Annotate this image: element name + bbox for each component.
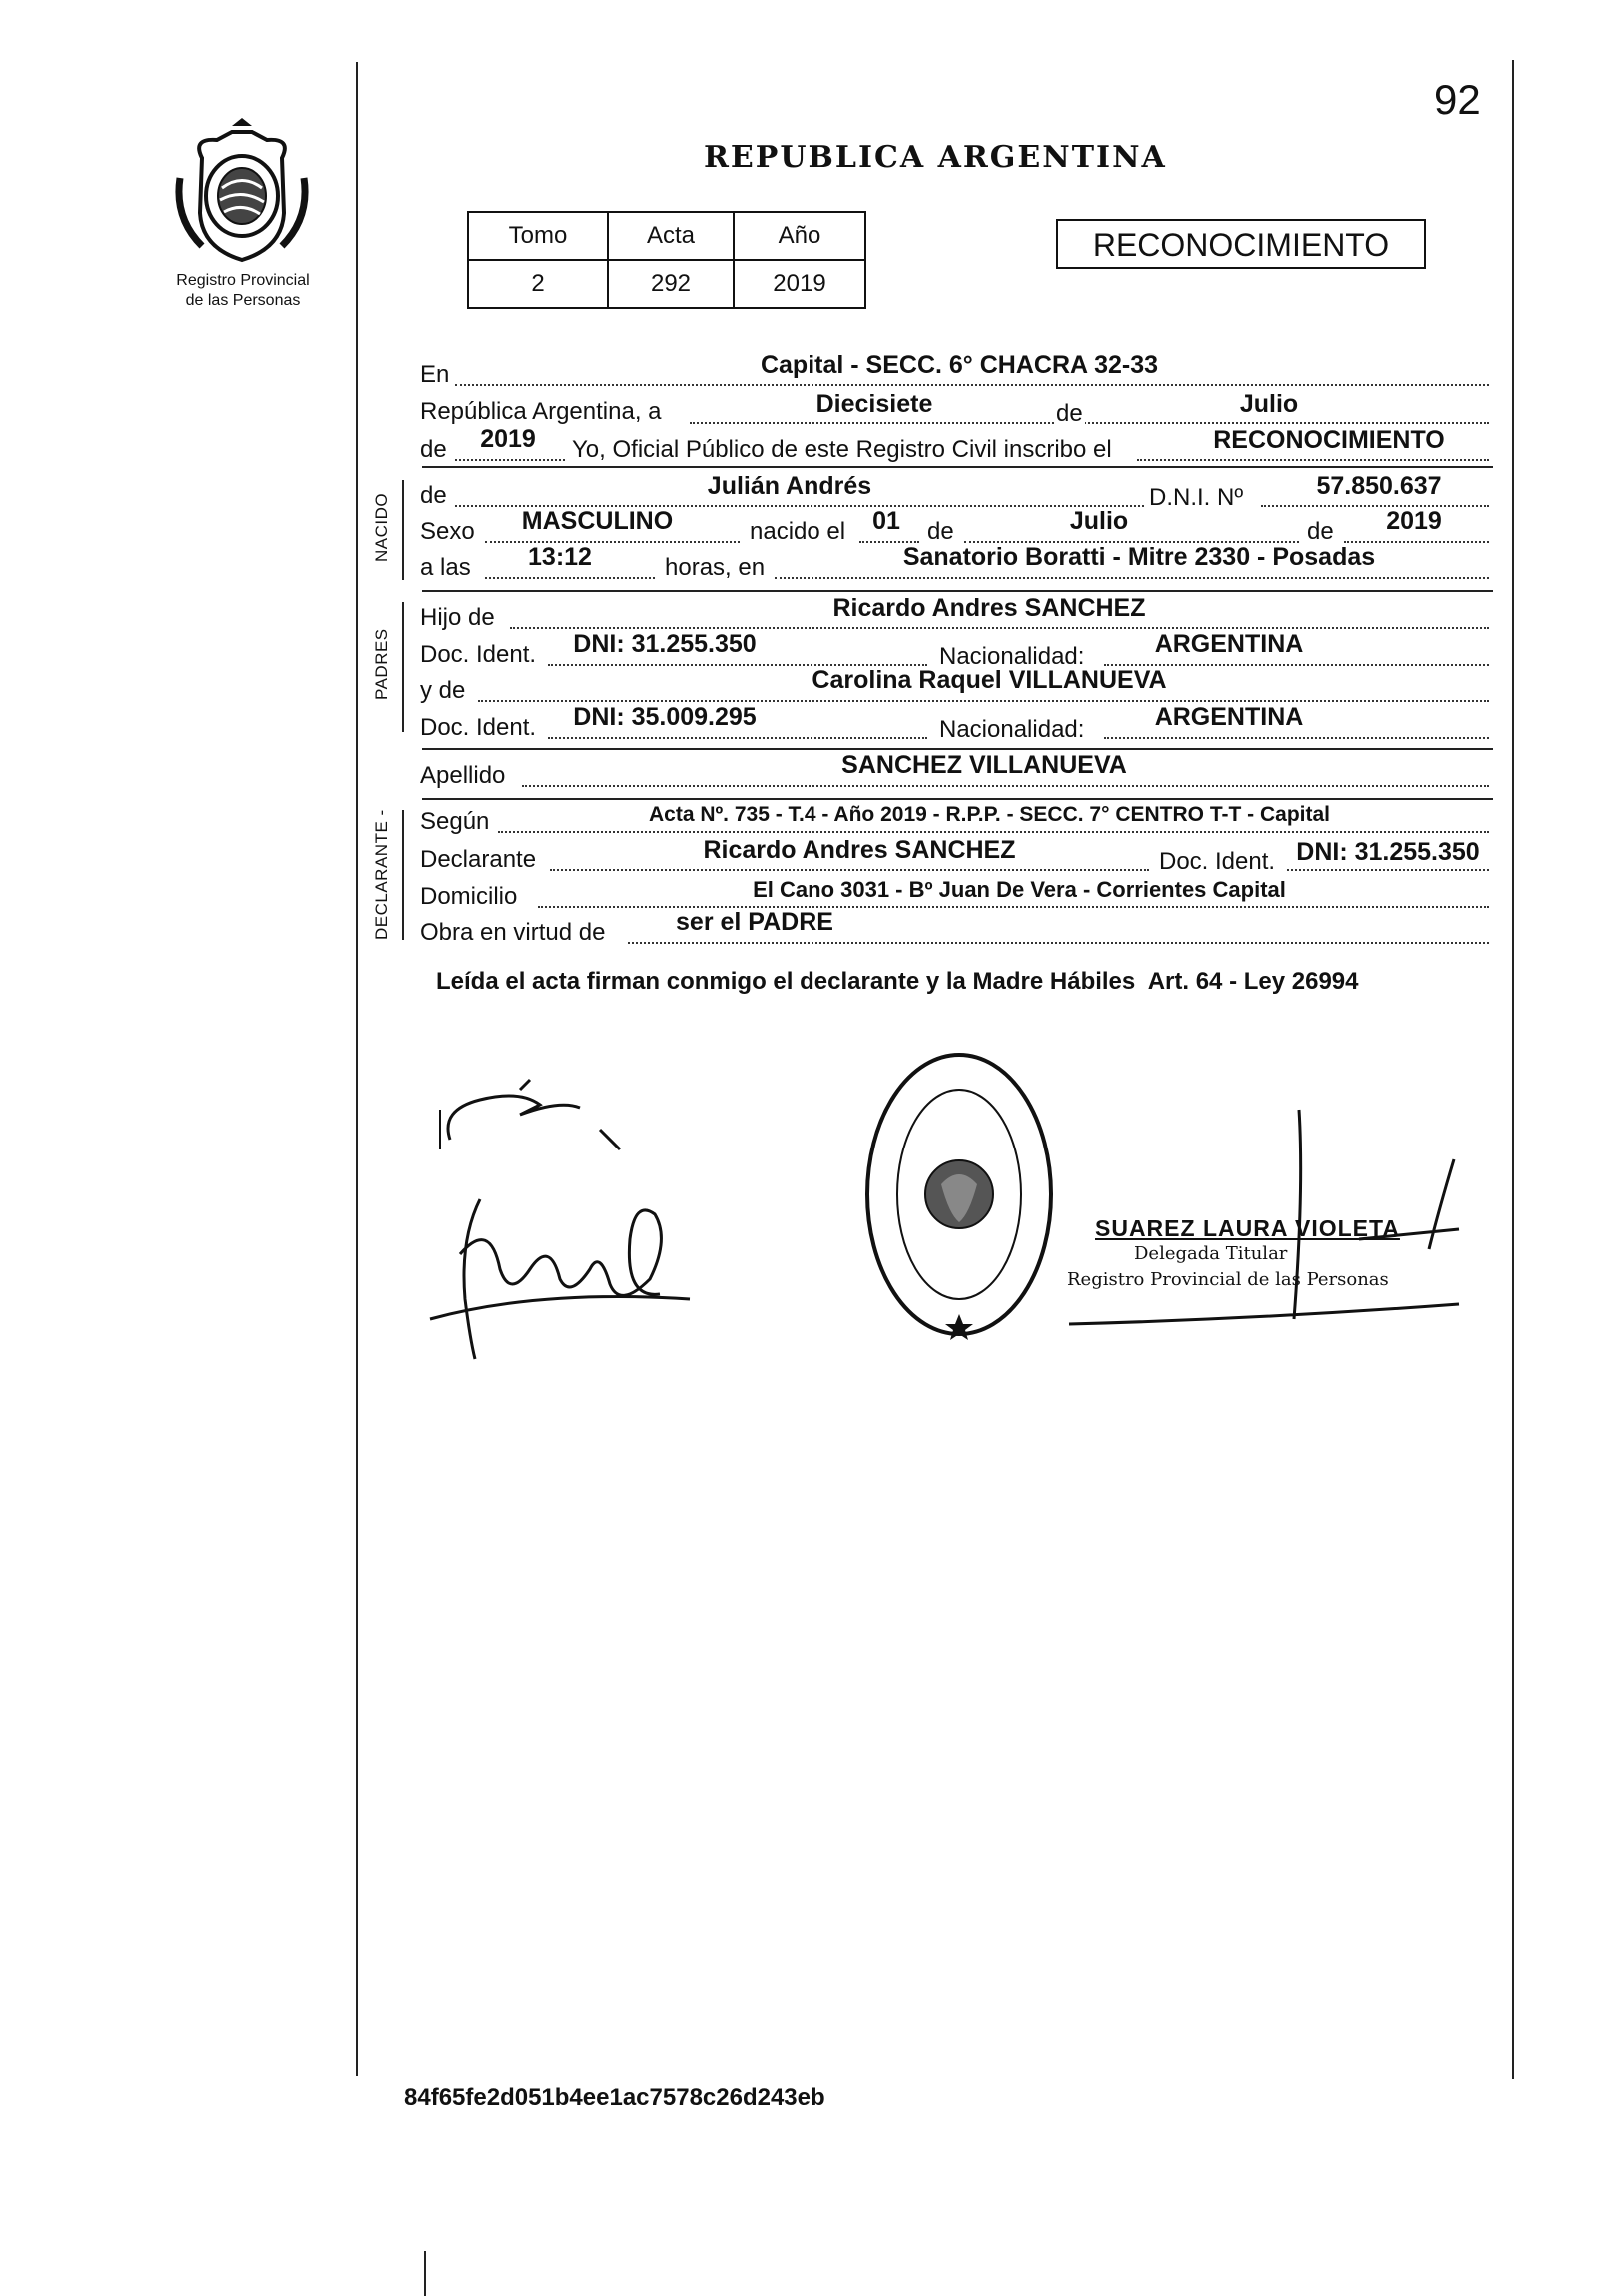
value-nac-anio: 2019 xyxy=(1386,507,1442,535)
label-de-nac-mes: de xyxy=(927,518,954,545)
label-obra: Obra en virtud de xyxy=(420,919,606,946)
value-madre-nac: ARGENTINA xyxy=(1154,703,1304,731)
value-sexo: MASCULINO xyxy=(521,507,674,535)
closing-statement: Leída el acta firman conmigo el declarante y la Madre Hábiles Art. 64 - Ley 26994 xyxy=(436,968,1359,995)
dots-row13b xyxy=(1287,869,1489,871)
label-sexo: Sexo xyxy=(420,518,475,545)
value-lugar: Capital - SECC. 6° CHACRA 32-33 xyxy=(760,351,1159,379)
label-yo-oficial: Yo, Oficial Público de este Registro Civil inscribo el xyxy=(572,436,1112,463)
side-label-nacido: NACIDO xyxy=(372,492,391,562)
value-nac-mes: Julio xyxy=(1069,507,1129,535)
country-title: REPUBLICA ARGENTINA xyxy=(704,140,1167,175)
value-domicilio: El Cano 3031 - Bº Juan De Vera - Corrientes Capital xyxy=(753,877,1286,902)
right-margin-line xyxy=(1512,60,1514,2079)
header-acta: Acta xyxy=(608,212,734,260)
label-nac-madre: Nacionalidad: xyxy=(939,716,1085,743)
dots-row10b xyxy=(1104,737,1489,739)
act-type-label: RECONOCIMIENTO xyxy=(1092,227,1390,263)
padres-bracket xyxy=(402,602,404,732)
logo-caption-line2: de las Personas xyxy=(185,292,301,309)
label-hijo-de: Hijo de xyxy=(420,604,495,631)
label-doc-declarante: Doc. Ident. xyxy=(1159,848,1276,875)
value-mes: Julio xyxy=(1239,390,1299,418)
dots-row6b xyxy=(775,577,1489,579)
label-y-de: y de xyxy=(420,677,466,704)
divider-3 xyxy=(422,748,1493,750)
value-padre: Ricardo Andres SANCHEZ xyxy=(832,594,1146,622)
value-nombre: Julián Andrés xyxy=(707,472,872,500)
value-padre-nac: ARGENTINA xyxy=(1154,630,1304,658)
official-title: Delegada Titular xyxy=(1134,1243,1288,1264)
value-obra: ser el PADRE xyxy=(676,908,833,936)
header-tomo: Tomo xyxy=(468,212,608,260)
divider-4 xyxy=(422,798,1493,800)
act-type-box xyxy=(1056,219,1426,269)
dots-row12 xyxy=(498,831,1489,833)
dots-row5a xyxy=(485,541,740,543)
value-segun: Acta Nº. 735 - T.4 - Año 2019 - R.P.P. - SECC. 7° CENTRO T-T - Capital xyxy=(648,803,1330,826)
value-acto: RECONOCIMIENTO xyxy=(1213,426,1445,454)
label-doc-madre: Doc. Ident. xyxy=(420,714,537,741)
side-label-padres: PADRES xyxy=(372,628,391,700)
value-dia: Diecisiete xyxy=(815,390,933,418)
dots-row9 xyxy=(478,700,1489,702)
dots-row11 xyxy=(522,785,1489,787)
value-nac-dia: 01 xyxy=(872,507,900,535)
dots-row7 xyxy=(510,627,1489,629)
label-apellido: Apellido xyxy=(420,762,506,789)
dots-row15 xyxy=(628,942,1489,944)
label-en: En xyxy=(420,361,450,388)
value-hora: 13:12 xyxy=(528,543,592,571)
label-de-nac-anio: de xyxy=(1307,518,1334,545)
value-anio: 2019 xyxy=(734,260,865,308)
page-number: 92 xyxy=(1434,76,1481,123)
label-a-las: a las xyxy=(420,554,471,581)
province-logo xyxy=(172,118,312,268)
dots-row3b xyxy=(1137,459,1489,461)
official-name: SUAREZ LAURA VIOLETA xyxy=(1095,1215,1400,1241)
dots-row13a xyxy=(550,869,1149,871)
value-apellido: SANCHEZ VILLANUEVA xyxy=(841,751,1127,779)
value-madre-doc: DNI: 35.009.295 xyxy=(573,703,757,731)
value-dni-nacido: 57.850.637 xyxy=(1316,472,1442,500)
label-de-mes: de xyxy=(1056,400,1083,427)
registry-seal xyxy=(859,1045,1059,1344)
value-lugar-nac: Sanatorio Boratti - Mitre 2330 - Posadas xyxy=(902,543,1376,571)
label-de-nombre: de xyxy=(420,482,447,509)
declarante-signature xyxy=(420,1040,700,1369)
value-declarante: Ricardo Andres SANCHEZ xyxy=(703,836,1016,864)
label-declarante: Declarante xyxy=(420,846,537,873)
dots-row4b xyxy=(1261,505,1489,507)
label-domicilio: Domicilio xyxy=(420,883,518,910)
dots-row6a xyxy=(485,577,655,579)
dots-row3a xyxy=(455,459,565,461)
value-anio: 2019 xyxy=(480,425,536,453)
register-table xyxy=(467,211,866,309)
value-acta: 292 xyxy=(608,260,734,308)
side-label-declarante: DECLARANTE - xyxy=(372,809,391,940)
value-madre: Carolina Raquel VILLANUEVA xyxy=(812,666,1167,694)
divider-2 xyxy=(422,590,1493,592)
value-declarante-doc: DNI: 31.255.350 xyxy=(1296,838,1480,866)
label-nacido-el: nacido el xyxy=(750,518,846,545)
dots-row1 xyxy=(455,384,1489,386)
label-republica: República Argentina, a xyxy=(420,398,662,425)
value-padre-doc: DNI: 31.255.350 xyxy=(573,630,757,658)
dots-row10a xyxy=(548,737,927,739)
label-nac-padre: Nacionalidad: xyxy=(939,643,1085,670)
value-tomo: 2 xyxy=(468,260,608,308)
bottom-margin-mark xyxy=(424,2251,426,2296)
dots-row2 xyxy=(690,422,1489,424)
label-doc-padre: Doc. Ident. xyxy=(420,641,537,668)
label-horas-en: horas, en xyxy=(665,554,766,581)
nacido-bracket xyxy=(402,480,404,580)
declarante-bracket xyxy=(402,810,404,940)
official-org: Registro Provincial de las Personas xyxy=(1067,1269,1389,1290)
label-dni: D.N.I. Nº xyxy=(1149,484,1244,511)
label-segun: Según xyxy=(420,808,490,835)
divider-1 xyxy=(422,466,1493,468)
label-de-anio: de xyxy=(420,436,447,463)
header-anio: Año xyxy=(734,212,865,260)
left-margin-line xyxy=(356,62,358,2076)
document-hash: 84f65fe2d051b4ee1ac7578c26d243eb xyxy=(404,2084,825,2111)
logo-caption-line1: Registro Provincial xyxy=(176,272,310,289)
